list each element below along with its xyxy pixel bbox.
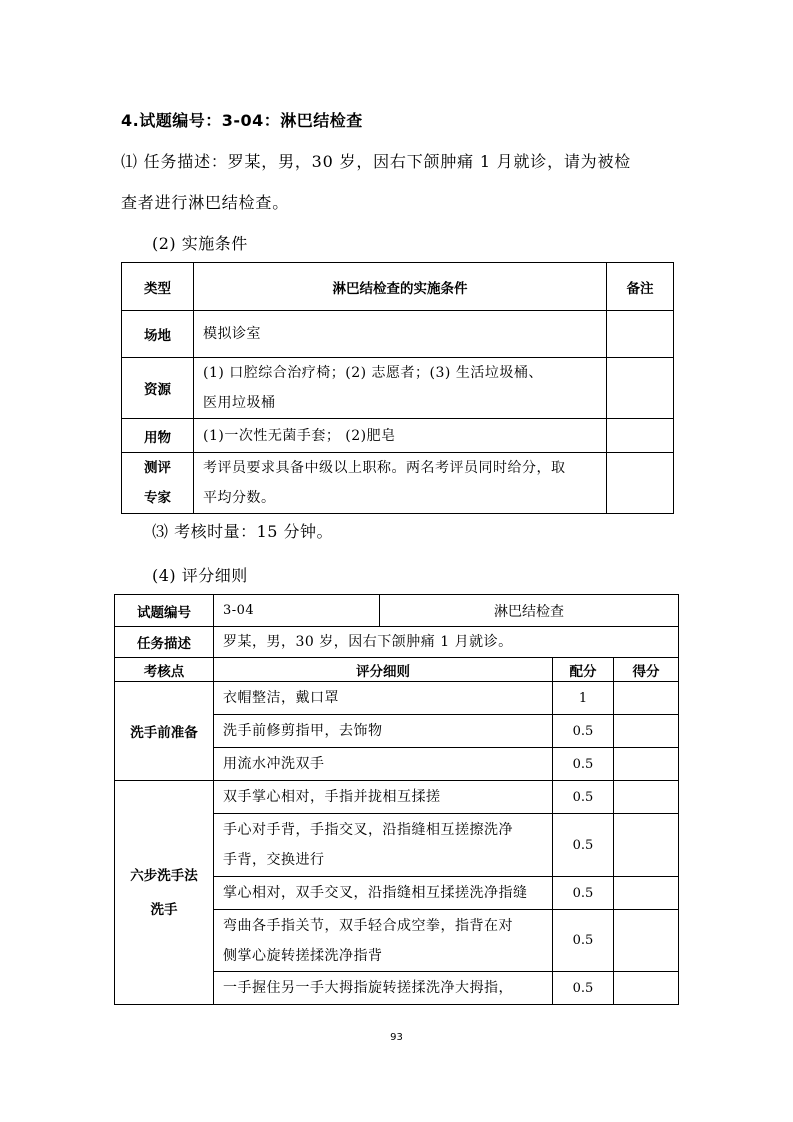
item-text-line-2: 侧掌心旋转搓揉洗净指背 xyxy=(223,947,383,964)
col-points: 配分 xyxy=(553,658,614,682)
row-content: 模拟诊室 xyxy=(194,311,607,358)
header-note: 备注 xyxy=(607,263,674,311)
table-row xyxy=(122,311,674,358)
row-content-line-2: 医用垃圾桶 xyxy=(203,395,276,411)
section-name-line-2: 洗手 xyxy=(150,901,178,918)
item-score xyxy=(614,682,679,715)
row-note xyxy=(607,453,674,514)
row-type: 场地 xyxy=(122,311,194,358)
row-content-line-2: 平均分数。 xyxy=(203,490,276,506)
header-conditions: 淋巴结检查的实施条件 xyxy=(194,263,607,311)
item-text: 洗手前修剪指甲，去饰物 xyxy=(214,715,553,748)
section-name xyxy=(115,781,214,1005)
scoring-header-row xyxy=(115,658,679,682)
item-score xyxy=(614,972,679,1005)
item-text: 双手掌心相对，手指并拢相互揉搓 xyxy=(214,781,553,814)
scoring-title: (4) 评分细则 xyxy=(152,566,248,585)
item-score xyxy=(614,910,679,972)
task-value: 罗某，男，30 岁，因右下颌肿痛 1 月就诊。 xyxy=(214,627,679,658)
item-text-line-1: 手心对手背，手指交叉，沿指缝相互搓擦洗净 xyxy=(223,822,513,838)
section-name: 洗手前准备 xyxy=(115,682,214,781)
task-row xyxy=(115,627,679,658)
item-text xyxy=(214,814,553,877)
col-score: 得分 xyxy=(614,658,679,682)
item-points: 0.5 xyxy=(553,910,614,972)
item-points: 0.5 xyxy=(553,715,614,748)
id-name: 淋巴结检查 xyxy=(380,595,679,627)
row-content-line-1: 考评员要求具备中级以上职称。两名考评员同时给分，取 xyxy=(203,460,566,476)
conditions-header-row xyxy=(122,263,674,311)
task-description-line-2: 查者进行淋巴结检查。 xyxy=(121,193,290,212)
item-text: 用流水冲洗双手 xyxy=(214,748,553,781)
item-text: 一手握住另一手大拇指旋转搓揉洗净大拇指， xyxy=(214,972,553,1005)
row-type: 资源 xyxy=(122,358,194,419)
id-value: 3-04 xyxy=(214,595,380,627)
row-note xyxy=(607,419,674,453)
col-detail: 评分细则 xyxy=(214,658,553,682)
item-points: 0.5 xyxy=(553,877,614,910)
row-content-line-1: (1) 口腔综合治疗椅；(2) 志愿者；(3) 生活垃圾桶、 xyxy=(203,365,543,381)
row-type xyxy=(122,453,194,514)
task-label: 任务描述 xyxy=(115,627,214,658)
exam-time: ⑶ 考核时量：15 分钟。 xyxy=(152,522,334,541)
item-score xyxy=(614,715,679,748)
item-text: 掌心相对，双手交叉，沿指缝相互揉搓洗净指缝 xyxy=(214,877,553,910)
conditions-title: (2) 实施条件 xyxy=(152,234,248,253)
table-row xyxy=(122,358,674,419)
table-row xyxy=(115,682,679,715)
item-points: 0.5 xyxy=(553,748,614,781)
item-text-line-1: 弯曲各手指关节，双手轻合成空拳，指背在对 xyxy=(223,917,513,934)
item-points: 0.5 xyxy=(553,814,614,877)
item-score xyxy=(614,877,679,910)
item-points: 0.5 xyxy=(553,972,614,1005)
item-text xyxy=(214,910,553,972)
item-text-line-2: 手背，交换进行 xyxy=(223,852,325,868)
table-row xyxy=(122,419,674,453)
col-point: 考核点 xyxy=(115,658,214,682)
row-content: (1)一次性无菌手套； (2)肥皂 xyxy=(194,419,607,453)
task-description-line-1: ⑴ 任务描述：罗某，男，30 岁，因右下颌肿痛 1 月就诊，请为被检 xyxy=(121,152,632,171)
row-content xyxy=(194,453,607,514)
row-type: 用物 xyxy=(122,419,194,453)
conditions-table xyxy=(121,262,674,514)
id-label: 试题编号 xyxy=(115,595,214,627)
item-score xyxy=(614,781,679,814)
row-type-line-2: 专家 xyxy=(144,490,171,506)
scoring-table xyxy=(114,594,679,1005)
page-number: 93 xyxy=(390,1032,403,1043)
section-name-line-1: 六步洗手法 xyxy=(130,867,198,884)
item-score xyxy=(614,748,679,781)
item-points: 1 xyxy=(553,682,614,715)
row-content xyxy=(194,358,607,419)
header-type: 类型 xyxy=(122,263,194,311)
row-note xyxy=(607,358,674,419)
item-points: 0.5 xyxy=(553,781,614,814)
row-type-line-1: 测评 xyxy=(144,460,171,476)
section-heading: 4.试题编号：3-04：淋巴结检查 xyxy=(121,111,363,130)
table-row xyxy=(122,453,674,514)
table-row xyxy=(115,781,679,814)
id-row xyxy=(115,595,679,627)
row-note xyxy=(607,311,674,358)
item-score xyxy=(614,814,679,877)
item-text: 衣帽整洁，戴口罩 xyxy=(214,682,553,715)
